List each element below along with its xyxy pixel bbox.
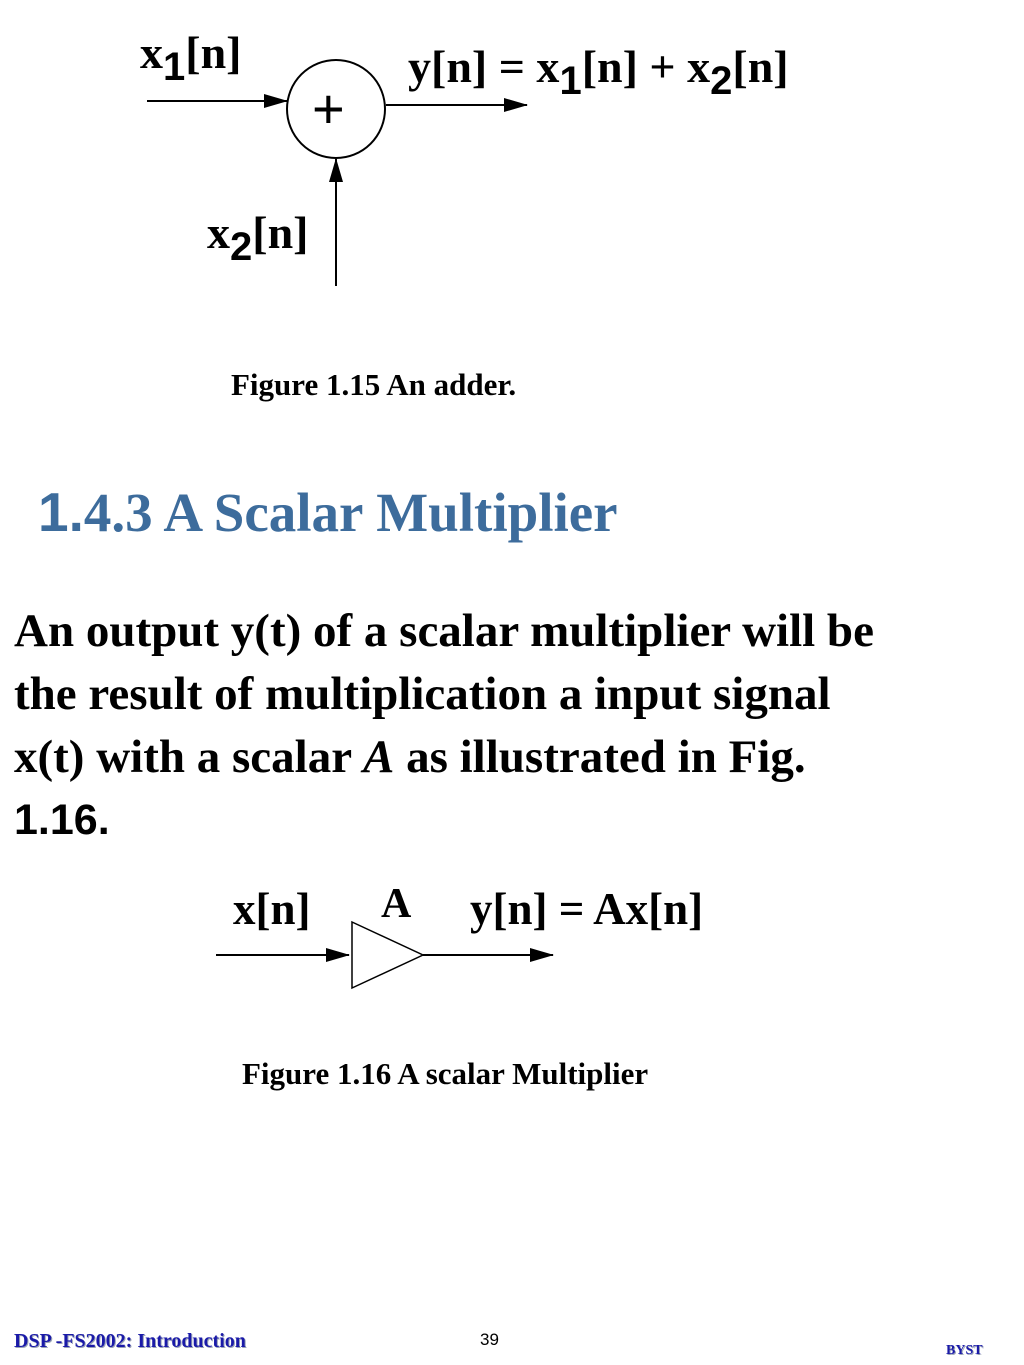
- adder-input2-subscript: 2: [230, 225, 253, 269]
- multiplier-caption: Figure 1.16 A scalar Multiplier: [242, 1056, 649, 1091]
- multiplier-triangle: [352, 922, 423, 988]
- adder-input2-base: x: [207, 207, 230, 258]
- footer-author-tag: BYST: [946, 1343, 983, 1358]
- paragraph-line-3: [14, 726, 1014, 789]
- body-paragraph: [14, 600, 1014, 852]
- paragraph-line-2: the result of multiplication a input signal: [14, 668, 831, 720]
- adder-input1-tail: [n]: [185, 27, 242, 78]
- adder-input1-subscript: 1: [163, 45, 186, 89]
- adder-output-sub1: 1: [559, 59, 582, 103]
- section-title: A Scalar Multiplier: [163, 482, 618, 543]
- adder-input1-base: x: [140, 27, 163, 78]
- section-heading: [38, 480, 618, 544]
- adder-operator: +: [312, 77, 345, 140]
- multiplier-gain-label: A: [381, 881, 412, 927]
- paragraph-line-1: An output y(t) of a scalar multiplier will be: [14, 605, 874, 657]
- adder-output-part2: [n] + x: [581, 41, 711, 92]
- footer-page-number: 39: [480, 1330, 499, 1349]
- paragraph-line-4: 1.16.: [14, 796, 110, 844]
- adder-output-part3: [n]: [732, 41, 789, 92]
- adder-caption: Figure 1.15 An adder.: [231, 367, 517, 402]
- adder-input1-label: [140, 26, 242, 89]
- paragraph-line-3-post: as illustrated in Fig.: [394, 731, 806, 783]
- adder-output-part1: y[n] = x: [408, 41, 560, 92]
- section-number-rest: 4.3: [83, 482, 153, 543]
- adder-input2-tail: [n]: [252, 207, 309, 258]
- multiplier-output-equation: y[n] = Ax[n]: [470, 884, 704, 934]
- adder-input2-label: [207, 206, 309, 269]
- paragraph-scalar-symbol: A: [362, 731, 395, 783]
- adder-output-sub2: 2: [710, 59, 733, 103]
- adder-output-equation: [408, 40, 789, 103]
- multiplier-input-label: x[n]: [233, 884, 311, 934]
- footer-course-title: DSP -FS2002: Introduction: [14, 1330, 246, 1352]
- paragraph-line-3-pre: x(t) with a scalar: [14, 731, 363, 783]
- section-number-prefix: 1.: [38, 481, 84, 543]
